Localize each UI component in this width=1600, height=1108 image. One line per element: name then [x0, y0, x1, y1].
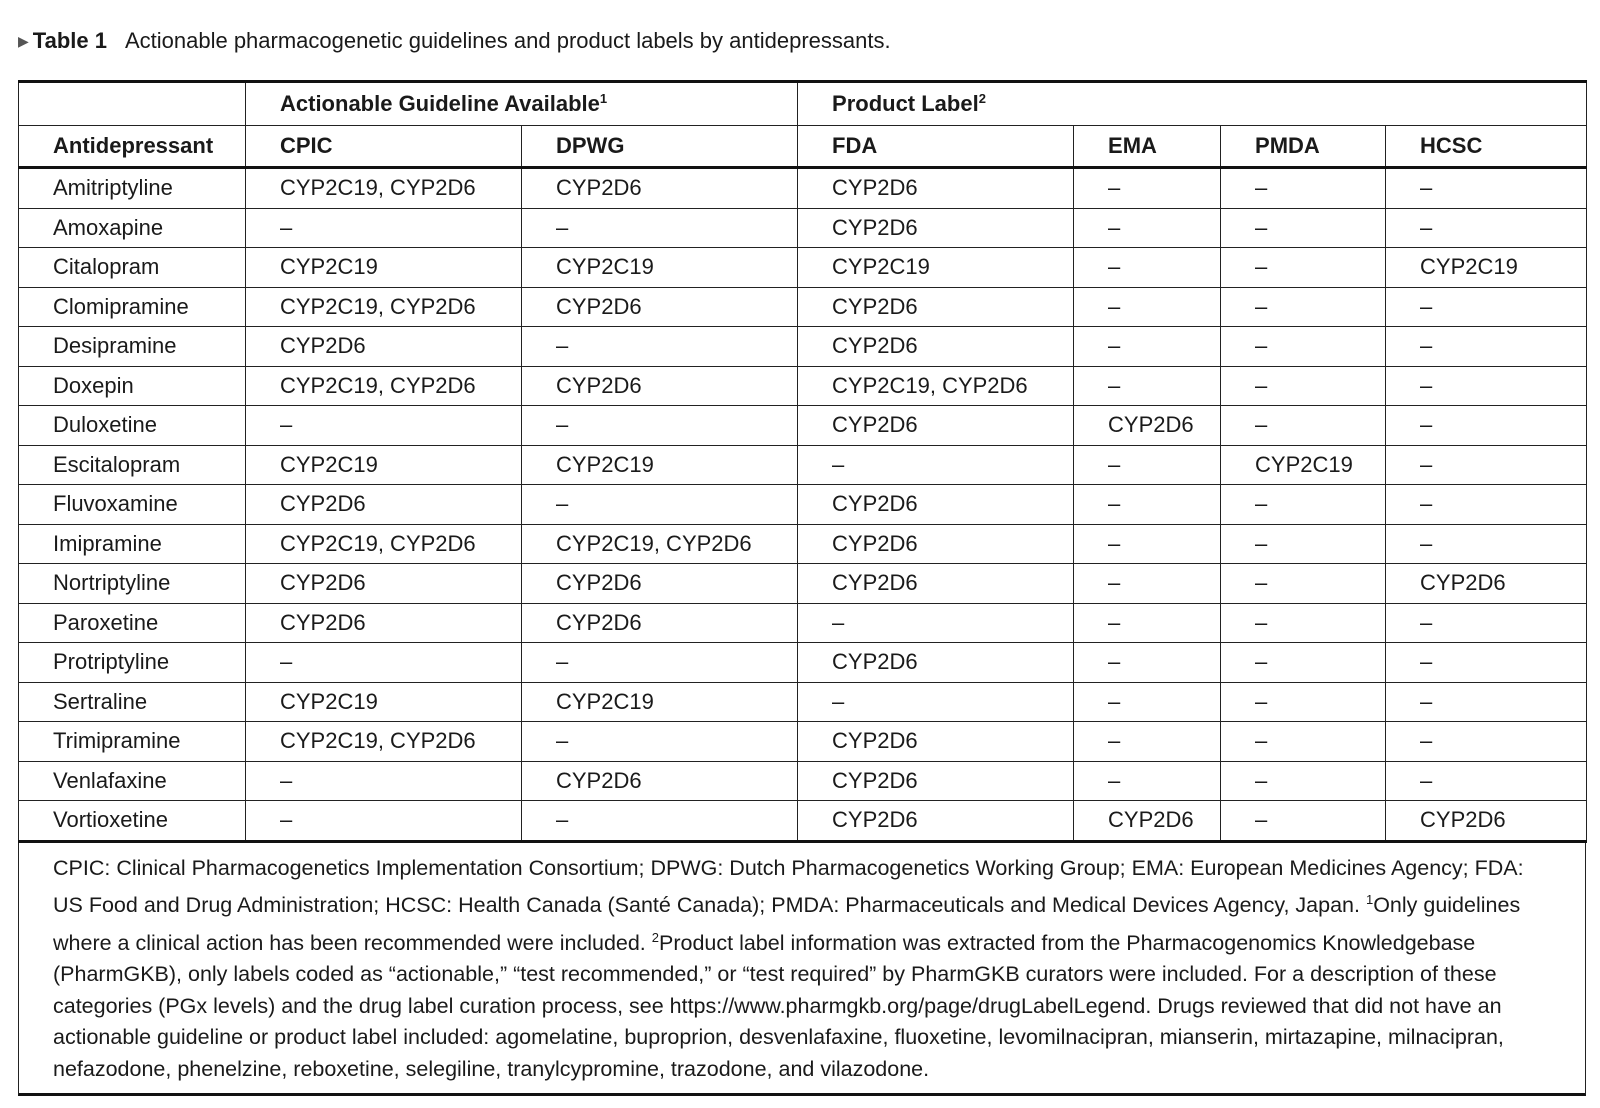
- table-cell: –: [1221, 761, 1386, 801]
- table-cell: CYP2D6: [1386, 801, 1587, 842]
- table-row: [19, 603, 1587, 643]
- table-cell: –: [1074, 366, 1221, 406]
- table-cell: –: [1386, 327, 1587, 367]
- table-cell: CYP2C19: [246, 682, 522, 722]
- table-cell: –: [1074, 168, 1221, 209]
- table-cell: CYP2D6: [246, 327, 522, 367]
- table-cell: –: [246, 643, 522, 683]
- table-cell: CYP2C19, CYP2D6: [246, 722, 522, 762]
- table-cell: –: [1074, 761, 1221, 801]
- table-cell: –: [522, 208, 798, 248]
- table-cell: –: [1386, 722, 1587, 762]
- antidepressant-table: [18, 80, 1587, 843]
- table-cell: –: [798, 445, 1074, 485]
- drug-name-cell: Protriptyline: [19, 643, 246, 683]
- table-cell: CYP2C19, CYP2D6: [246, 168, 522, 209]
- table-cell: CYP2D6: [798, 801, 1074, 842]
- table-row: [19, 366, 1587, 406]
- table-cell: –: [1221, 485, 1386, 525]
- table-cell: CYP2D6: [798, 287, 1074, 327]
- table-cell: CYP2D6: [798, 524, 1074, 564]
- table-cell: CYP2C19, CYP2D6: [522, 524, 798, 564]
- table-cell: CYP2D6: [1074, 801, 1221, 842]
- table-cell: –: [522, 722, 798, 762]
- header-group-row: [19, 82, 1587, 126]
- table-cell: –: [1221, 168, 1386, 209]
- table-cell: CYP2D6: [798, 208, 1074, 248]
- table-cell: –: [1074, 524, 1221, 564]
- table-cell: –: [1221, 801, 1386, 842]
- table-cell: CYP2C19, CYP2D6: [246, 287, 522, 327]
- table-cell: –: [522, 801, 798, 842]
- table-cell: CYP2D6: [246, 564, 522, 604]
- table-cell: CYP2D6: [798, 564, 1074, 604]
- table-cell: –: [1221, 722, 1386, 762]
- table-row: [19, 801, 1587, 842]
- table-row: [19, 682, 1587, 722]
- table-cell: –: [1074, 682, 1221, 722]
- table-cell: CYP2C19: [1221, 445, 1386, 485]
- table-row: [19, 761, 1587, 801]
- table-cell: CYP2C19: [522, 248, 798, 288]
- table-cell: CYP2D6: [1386, 564, 1587, 604]
- table-cell: –: [1074, 208, 1221, 248]
- table-cell: –: [1221, 603, 1386, 643]
- drug-name-cell: Venlafaxine: [19, 761, 246, 801]
- table-cell: CYP2D6: [798, 406, 1074, 446]
- column-header: DPWG: [522, 126, 798, 168]
- table-row: [19, 208, 1587, 248]
- table-cell: CYP2D6: [522, 603, 798, 643]
- drug-name-cell: Citalopram: [19, 248, 246, 288]
- table-cell: –: [246, 208, 522, 248]
- table-number: Table 1: [32, 28, 107, 53]
- table-cell: –: [798, 682, 1074, 722]
- table-cell: –: [1074, 603, 1221, 643]
- table-cell: –: [1386, 406, 1587, 446]
- table-cell: CYP2C19, CYP2D6: [246, 524, 522, 564]
- drug-name-cell: Desipramine: [19, 327, 246, 367]
- table-cell: –: [246, 761, 522, 801]
- table-row: [19, 327, 1587, 367]
- table-cell: CYP2D6: [246, 603, 522, 643]
- table-cell: CYP2C19: [798, 248, 1074, 288]
- table-row: [19, 248, 1587, 288]
- caption-text: Actionable pharmacogenetic guidelines and product labels by antidepressants.: [124, 28, 891, 53]
- table-cell: CYP2D6: [798, 643, 1074, 683]
- drug-name-cell: Amoxapine: [19, 208, 246, 248]
- table-cell: CYP2C19: [522, 445, 798, 485]
- table-cell: –: [1386, 643, 1587, 683]
- table-cell: CYP2C19: [1386, 248, 1587, 288]
- column-header: Antidepressant: [19, 126, 246, 168]
- table-row: [19, 406, 1587, 446]
- table-cell: –: [246, 406, 522, 446]
- table-cell: –: [1386, 287, 1587, 327]
- table-cell: –: [522, 406, 798, 446]
- table-row: [19, 564, 1587, 604]
- table-cell: –: [522, 485, 798, 525]
- header-label-group: Product Label$^2$: [798, 82, 1587, 126]
- table-cell: CYP2D6: [798, 485, 1074, 525]
- table-cell: CYP2C19: [522, 682, 798, 722]
- table-cell: –: [1074, 485, 1221, 525]
- table-caption: [18, 26, 891, 56]
- table-cell: –: [1074, 248, 1221, 288]
- table-cell: CYP2C19: [246, 248, 522, 288]
- table-cell: –: [1221, 366, 1386, 406]
- drug-name-cell: Doxepin: [19, 366, 246, 406]
- table-cell: –: [1221, 682, 1386, 722]
- table-cell: CYP2D6: [798, 761, 1074, 801]
- table-footnote: CPIC: Clinical Pharmacogenetics Implementation Consortium; DPWG: Dutch Pharmacogenetics Working Group; EMA: European Medicines Agency; FDA: US Food and Drug Administration; HCSC: Health Canada (Santé Canada); PMDA: Pharmaceuticals and Medical Devices Agency, Japan. $^1$Only guidelines where a clinical action has been recommended were included. $^2$Product label information was extracted from the Pharmacogenomics Knowledgebase (PharmGKB), only labels coded as “actionable,” “test recommended,” or “test required” by PharmGKB curators were included. For a description of these categories (PGx levels) and the drug label curation process, see https://www.pharmgkb.org/page/drugLabelLegend. Drugs reviewed that did not have an actionable guideline or product label included: agomelatine, buproprion, desvenlafaxine, fluoxetine, levomilnacipran, mianserin, mirtazapine, milnacipran, nefazodone, phenelzine, reboxetine, selegiline, tranylcypromine, trazodone, and vilazodone.: [18, 843, 1586, 1097]
- table-cell: –: [798, 603, 1074, 643]
- table-cell: –: [1221, 287, 1386, 327]
- column-header: PMDA: [1221, 126, 1386, 168]
- column-header: CPIC: [246, 126, 522, 168]
- column-header: HCSC: [1386, 126, 1587, 168]
- table-cell: CYP2D6: [522, 564, 798, 604]
- table-cell: –: [1074, 564, 1221, 604]
- drug-name-cell: Fluvoxamine: [19, 485, 246, 525]
- table-cell: –: [1074, 643, 1221, 683]
- table-cell: –: [1074, 327, 1221, 367]
- table-cell: CYP2C19, CYP2D6: [246, 366, 522, 406]
- table-cell: –: [1386, 603, 1587, 643]
- table-cell: –: [1221, 643, 1386, 683]
- table-cell: –: [522, 327, 798, 367]
- table-row: [19, 524, 1587, 564]
- table-cell: CYP2D6: [246, 485, 522, 525]
- drug-name-cell: Imipramine: [19, 524, 246, 564]
- table-cell: CYP2D6: [798, 168, 1074, 209]
- table-cell: –: [246, 801, 522, 842]
- table-row: [19, 445, 1587, 485]
- drug-name-cell: Escitalopram: [19, 445, 246, 485]
- table-cell: CYP2C19: [246, 445, 522, 485]
- table-cell: CYP2C19, CYP2D6: [798, 366, 1074, 406]
- table-cell: –: [1386, 682, 1587, 722]
- table-row: [19, 287, 1587, 327]
- table-cell: –: [1221, 406, 1386, 446]
- table-cell: –: [1221, 524, 1386, 564]
- table-cell: CYP2D6: [522, 366, 798, 406]
- drug-name-cell: Duloxetine: [19, 406, 246, 446]
- table-row: [19, 168, 1587, 209]
- column-header: FDA: [798, 126, 1074, 168]
- table-cell: –: [1386, 366, 1587, 406]
- table-cell: –: [1221, 208, 1386, 248]
- drug-name-cell: Vortioxetine: [19, 801, 246, 842]
- drug-name-cell: Sertraline: [19, 682, 246, 722]
- table-cell: –: [1074, 445, 1221, 485]
- table-row: [19, 722, 1587, 762]
- column-header: EMA: [1074, 126, 1221, 168]
- table-cell: –: [1074, 287, 1221, 327]
- table-cell: –: [1386, 485, 1587, 525]
- table-cell: CYP2D6: [522, 761, 798, 801]
- header-guideline-group: Actionable Guideline Available$^1$: [246, 82, 798, 126]
- table-container: [18, 80, 1586, 1096]
- table-cell: CYP2D6: [522, 168, 798, 209]
- table-cell: CYP2D6: [1074, 406, 1221, 446]
- header-column-row: [19, 126, 1587, 168]
- triangle-bullet-icon: ▶: [18, 33, 29, 49]
- table-cell: –: [1386, 168, 1587, 209]
- drug-name-cell: Paroxetine: [19, 603, 246, 643]
- drug-name-cell: Nortriptyline: [19, 564, 246, 604]
- table-cell: –: [1386, 445, 1587, 485]
- table-cell: –: [1074, 722, 1221, 762]
- table-cell: –: [1221, 564, 1386, 604]
- table-cell: CYP2D6: [522, 287, 798, 327]
- table-cell: –: [1221, 248, 1386, 288]
- drug-name-cell: Clomipramine: [19, 287, 246, 327]
- table-cell: –: [1386, 208, 1587, 248]
- table-body: [19, 168, 1587, 842]
- table-cell: –: [522, 643, 798, 683]
- header-blank-cell: [19, 82, 246, 126]
- drug-name-cell: Trimipramine: [19, 722, 246, 762]
- table-cell: CYP2D6: [798, 722, 1074, 762]
- table-cell: –: [1386, 761, 1587, 801]
- table-row: [19, 643, 1587, 683]
- drug-name-cell: Amitriptyline: [19, 168, 246, 209]
- table-row: [19, 485, 1587, 525]
- table-cell: CYP2D6: [798, 327, 1074, 367]
- table-cell: –: [1221, 327, 1386, 367]
- table-cell: –: [1386, 524, 1587, 564]
